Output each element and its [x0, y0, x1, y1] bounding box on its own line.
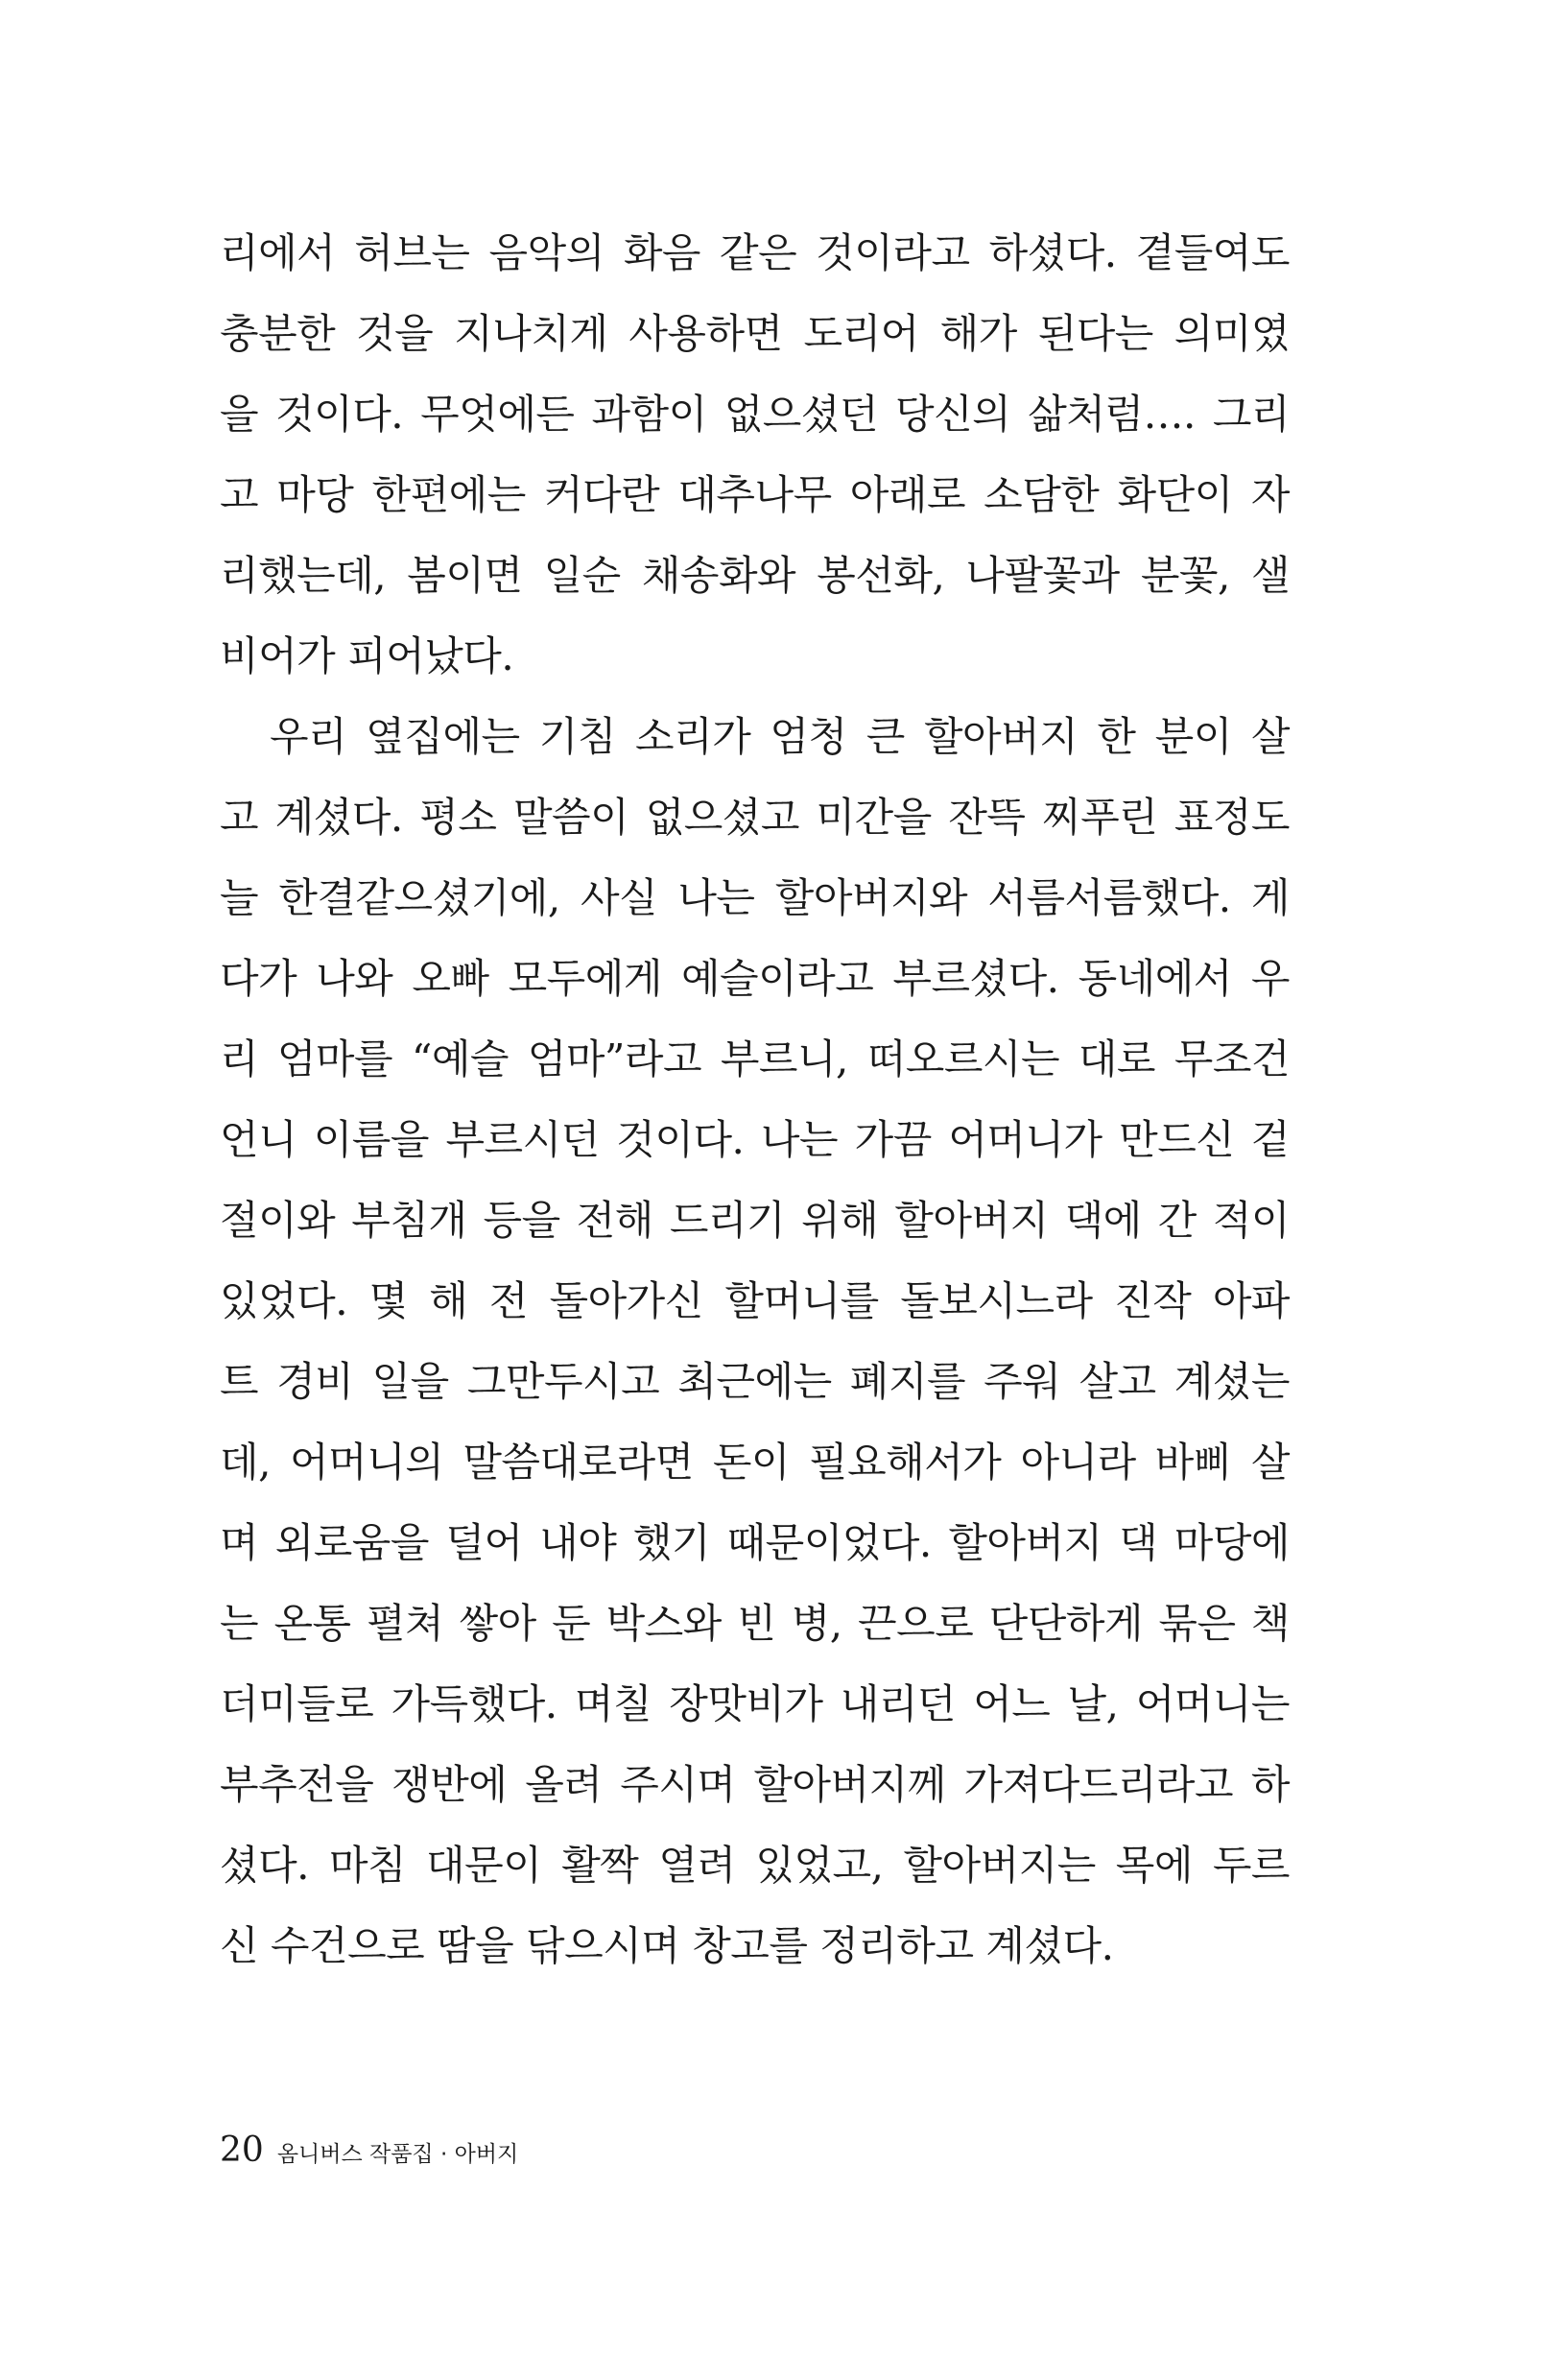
text-line-9: 늘 한결같으셨기에, 사실 나는 할아버지와 서름서름했다. 게: [220, 874, 1290, 921]
text-line-4: 고 마당 한편에는 커다란 대추나무 아래로 소담한 화단이 자: [220, 471, 1290, 518]
text-line-10: 다가 나와 오빠 모두에게 예슬이라고 부르셨다. 동네에서 우: [220, 955, 1290, 1002]
text-line-14: 있었다. 몇 해 전 돌아가신 할머니를 돌보시느라 진작 아파: [220, 1277, 1290, 1324]
text-line-20: 부추전을 쟁반에 올려 주시며 할아버지께 가져다드리라고 하: [220, 1761, 1290, 1808]
text-line-5: 리했는데, 봄이면 일순 채송화와 봉선화, 나팔꽃과 분꽃, 샐: [220, 552, 1290, 599]
text-line-19: 더미들로 가득했다. 며칠 장맛비가 내리던 어느 날, 어머니는: [220, 1680, 1290, 1727]
text-line-22: 신 수건으로 땀을 닦으시며 창고를 정리하고 계셨다.: [220, 1922, 1114, 1969]
text-line-12: 언니 이름을 부르시던 것이다. 나는 가끔 어머니가 만드신 겉: [220, 1116, 1290, 1163]
text-line-1: 리에서 허브는 음악의 화음 같은 것이라고 하셨다. 곁들여도: [220, 229, 1290, 276]
running-title: 옴니버스 작품집 · 아버지: [276, 2142, 519, 2167]
text-line-13: 절이와 부침개 등을 전해 드리기 위해 할아버지 댁에 간 적이: [220, 1197, 1290, 1244]
text-line-17: 며 외로움을 덜어 내야 했기 때문이었다. 할아버지 댁 마당에: [220, 1519, 1290, 1566]
text-line-2: 충분한 것을 지나치게 사용하면 도리어 해가 된다는 의미였: [220, 310, 1290, 357]
text-line-16: 데, 어머니의 말씀대로라면 돈이 필요해서가 아니라 바삐 살: [220, 1439, 1290, 1486]
text-line-6: 비어가 피어났다.: [220, 632, 514, 679]
body-text: [220, 213, 1290, 1987]
text-line-7: 우리 옆집에는 기침 소리가 엄청 큰 할아버지 한 분이 살: [270, 713, 1290, 760]
page-number: 20: [220, 2130, 264, 2170]
page-footer: [220, 2130, 518, 2178]
text-line-15: 트 경비 일을 그만두시고 최근에는 폐지를 주워 살고 계셨는: [220, 1358, 1290, 1405]
text-line-21: 셨다. 마침 대문이 활짝 열려 있었고, 할아버지는 목에 두르: [220, 1842, 1290, 1889]
text-line-3: 을 것이다. 무엇에든 과함이 없으셨던 당신의 삶처럼…. 그리: [220, 391, 1290, 438]
text-line-8: 고 계셨다. 평소 말씀이 없으셨고 미간을 잔뜩 찌푸린 표정도: [220, 794, 1290, 841]
text-line-11: 리 엄마를 “예슬 엄마”라고 부르니, 떠오르시는 대로 무조건: [220, 1035, 1290, 1083]
text-line-18: 는 온통 펼쳐 쌓아 둔 박스와 빈 병, 끈으로 단단하게 묶은 책: [220, 1600, 1290, 1647]
